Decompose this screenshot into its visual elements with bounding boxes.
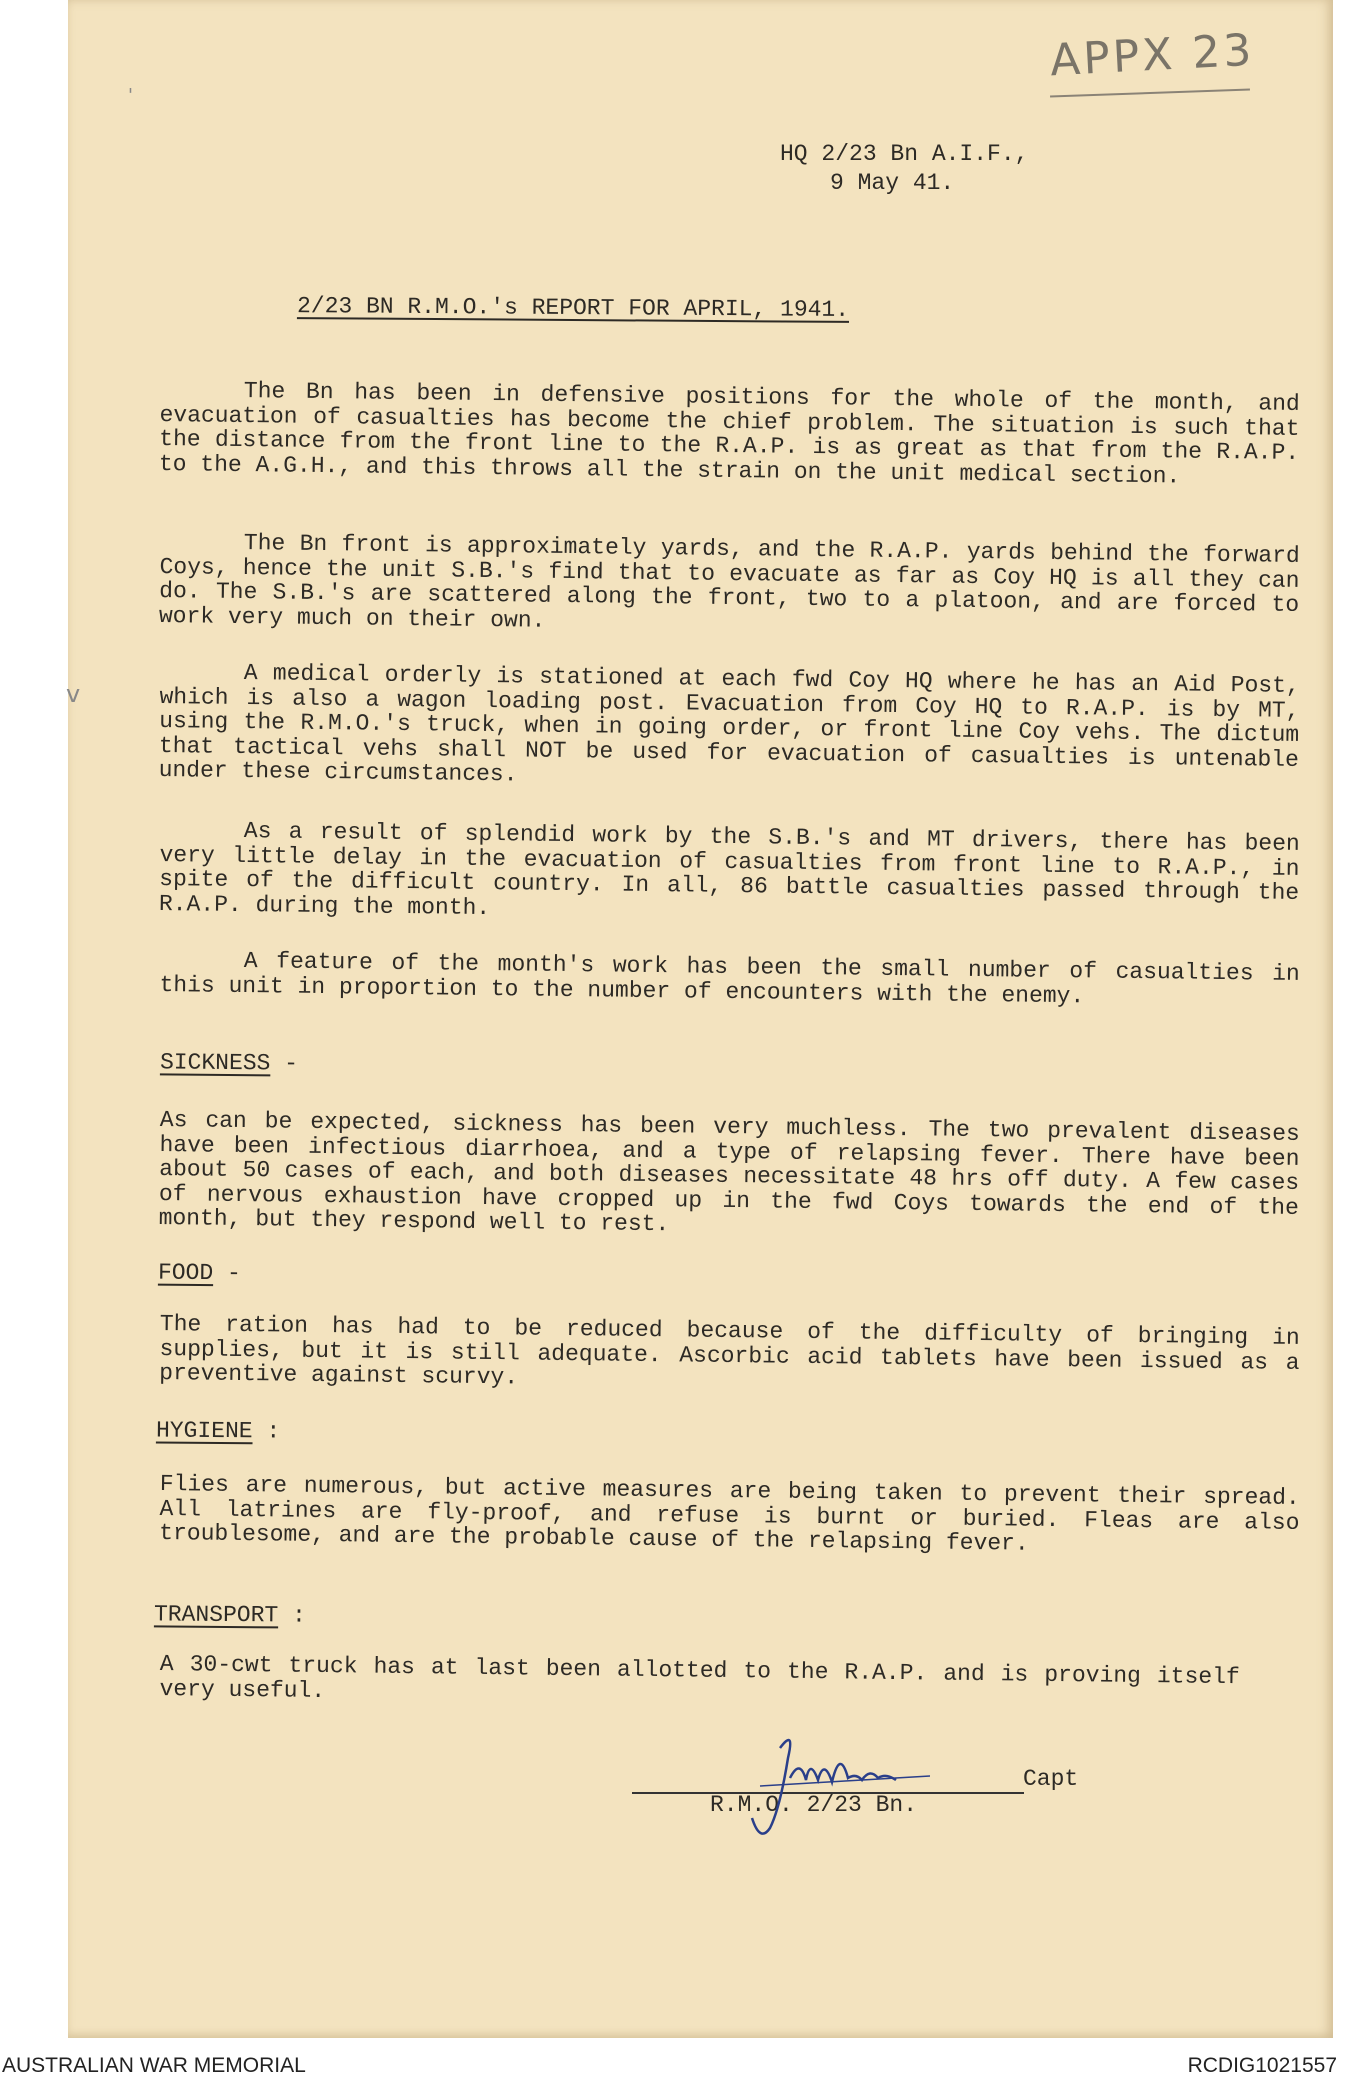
report-title: 2/23 BN R.M.O.'s REPORT FOR APRIL, 1941. [296,293,850,323]
document-header [780,140,1028,198]
margin-mark: v [66,680,81,708]
handwritten-signature [740,1718,930,1848]
paragraph-4: As a result of splendid work by the S.B.'s and MT drivers, there has been very little delay in the evacuation of casualties from front line to R.A.P., in spite of the difficult country. In all, 86 battle casualties passed through the R.A.P. during the month. [158,818,1300,921]
margin-mark: ' [128,85,133,106]
food-heading-label: FOOD [157,1259,214,1287]
sickness-heading: SICKNESS - [159,1049,299,1077]
transport-heading-label: TRANSPORT [153,1601,279,1629]
sickness-text: As can be expected, sickness has been very muchless. The two prevalent diseases have been infectious diarrhoea, and a type of relapsing fever. There have been about 50 cases of each, and both diseases necessitate 48 hrs off duty. A few cases of nervous exhaustion have cropped up in the fwd Coys towards the end of the month, but they respond well to rest. [158,1107,1300,1238]
paragraph-5: A feature of the month's work has been the small number of casualties in this unit in proportion to the number of encounters with the enemy. [159,948,1300,1009]
appendix-annotation: APPX 23 [1048,24,1256,87]
food-heading: FOOD - [157,1259,241,1287]
signatory-position: R.M.O. 2/23 Bn. [710,1792,918,1818]
header-date: 9 May 41. [830,170,955,196]
hygiene-heading-label: HYGIENE [155,1417,253,1445]
paragraph-2: The Bn front is approximately yards, and the R.A.P. yards behind the forward Coys, hence the unit S.B.'s find that to evacuate as far as Coy HQ is all they can do. The S.B.'s are scattered along the front, two to a platoon, and are forced to work very much on their own. [158,530,1300,634]
transport-text: A 30-cwt truck has at last been allotted to the R.A.P. and is proving itself very useful. [159,1651,1240,1704]
food-text: The ration has had to be reduced because of the difficulty of bringing in supplies, but it is still adequate. Ascorbic acid tablets have been issued as a preventive against scurvy. [159,1311,1300,1391]
paragraph-3: A medical orderly is stationed at each fwd Coy HQ where he has an Aid Post, which is also a wagon loading post. Evacuation from Coy HQ to R.A.P. is by MT, using the R.M.O.'s truck, when in going order, or front line Coy vehs. The dictum that tactical vehs shall NOT be used for evacuation of casualties is untenable under these circumstances. [158,660,1300,788]
paragraph-1: The Bn has been in defensive positions for the whole of the month, and evacuation of casualties has become the chief problem. The situation is such that the distance from the front line to the R.A.P. is as great as that from the R.A.P. to the A.G.H., and this throws all the strain on the unit medical section. [158,378,1300,489]
hygiene-text: Flies are numerous, but active measures are being taken to prevent their spread. All latrines are fly-proof, and refuse is burnt or buried. Fleas are also troublesome, and are the probable cause of the relapsing fever. [159,1471,1300,1557]
signatory-rank: Capt [1023,1766,1079,1792]
sickness-heading-label: SICKNESS [159,1049,271,1077]
archive-credit: AUSTRALIAN WAR MEMORIAL [2,2054,306,2077]
transport-heading: TRANSPORT : [153,1601,306,1629]
hygiene-heading: HYGIENE : [155,1417,281,1445]
header-unit: HQ 2/23 Bn A.I.F., [780,141,1029,167]
archive-reference: RCDIG1021557 [1187,2054,1337,2077]
